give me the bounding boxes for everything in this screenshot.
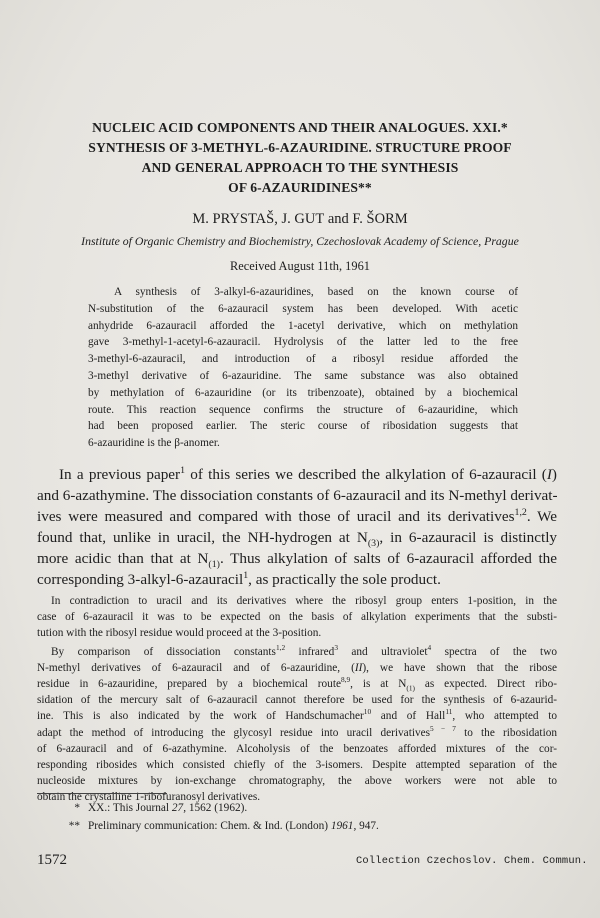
compound-label: II [354,661,363,674]
body-line [37,708,557,724]
journal-name: Collection Czechoslov. Chem. Commun. [356,855,588,867]
page-number: 1572 [37,852,67,868]
text-run: found that, unlike in uracil, the NH-hydrogen at N [37,529,368,546]
text-run: and ultraviolet [337,645,428,658]
footnote-divider [37,793,167,794]
title-line: OF 6-AZAURIDINES** [228,180,372,195]
author-surname: ORM [374,211,408,227]
body-line [37,660,557,676]
text-run: N-methyl derivatives of 6-azauracil and of 6-azauridine, ( [37,661,355,674]
text-run: , who attempted to [452,710,557,723]
article-title [40,118,560,198]
text-run: Preliminary communication: Chem. & Ind. (London) [88,820,331,832]
abstract-line: by methylation of 6-azauridine (or its tribenzoate), obtained by a biochemical [88,386,518,399]
body-line [37,644,557,660]
footnote [58,819,538,834]
text-run: and of Hall [371,710,446,723]
body-line: obtain the crystalline 1-ribofuranosyl derivatives. [37,791,261,804]
text-run: By comparison of dissociation constants [51,645,276,658]
citation-ref: 10 [363,707,372,717]
intro-line [37,464,557,485]
abstract-line: A synthesis of 3-alkyl-6-azauridines, based on the known course of [114,286,518,298]
abstract-line: 3-methyl-6-azauracil, and introduction of a ribosyl residue afforded the [88,353,518,366]
text-run: residue in 6-azauridine, prepared by a biochemical route [37,678,341,691]
text-run: ) [551,466,557,483]
citation-ref: 5 − 7 [430,723,456,733]
body-line: case of 6-azauracil it was to be expected on the basis of alkylation experiments that the substi- [37,611,557,624]
text-run: 1562 (1962). [186,802,248,814]
body-line: In contradiction to uracil and its derivatives where the ribosyl group enters 1-position, in the [51,595,557,607]
text-run: , as practically the sole product. [248,571,441,588]
year: 1961, [330,820,357,832]
title-line: SYNTHESIS OF 3-METHYL-6-AZAURIDINE. STRUCTURE PROOF [88,140,512,155]
intro-line [37,506,557,527]
body-line: nucleoside mixtures by ion-exchange chromatography, the above workers were not able to [37,775,557,788]
text-run: XX.: This Journal [88,802,172,814]
affiliation: Institute of Organic Chemistry and Biochemistry, Czechoslovak Academy of Science, Prague [81,234,519,248]
author-initial: J. G [281,211,305,227]
citation-ref: 1,2 [514,506,527,518]
text-run: , in 6-azauracil is distinctly [379,529,558,546]
citation-ref: 1 [243,569,249,581]
body-line: responding ribosides which consisted chiefly of the 3-isomers. Despite attempted separation of the [37,759,557,772]
citation-ref: 4 [427,642,432,652]
intro-paragraph [37,464,557,590]
text-run: , is at N [350,678,407,691]
text-run: adapt the method of introducing the glycosyl residue into uracil derivatives [37,726,431,739]
abstract [88,284,518,452]
footnote-mark: * [74,802,80,814]
text-run: 947. [356,820,379,832]
received-date: Received August 11th, 1961 [230,259,370,273]
compound-label: I [546,466,552,483]
body-line: of 6-azauracil and of 6-azathymine. Alcoholysis of the benzoates afforded mixtures of the cor- [37,742,557,755]
text-run: . Thus alkylation of salts of 6-azauracil afforded the [219,550,557,567]
footnote [58,801,538,816]
author-initial: M. P [192,211,221,227]
text-run: . We [526,508,557,525]
citation-ref: 3 [334,642,338,652]
abstract-line: 6-azauridine is the β-anomer. [88,437,220,450]
body-line: tution with the ribosyl residue would proceed at the 3-position. [37,627,322,640]
authors: M. PRYSTAŠ, J. GUT and F. ŠORM [192,211,408,227]
abstract-line: route. This reaction sequence confirms the structure of 6-azauridine, which [88,403,518,416]
abstract-line: gave 3-methyl-1-acetyl-6-azauracil. Hydrolysis of the latter led to the free [88,336,518,349]
text-run: to the ribosidation [455,726,557,739]
author-surname: RYSTAŠ [220,211,275,227]
text-run: corresponding 3-alkyl-6-azauracil [37,571,244,588]
body-paragraph [37,644,557,806]
abstract-line: N-substitution of the 6-azauracil system has been developed. With acetic [88,302,518,315]
text-run: as expected. Direct ribo- [414,678,557,691]
footnote-mark: ** [68,820,80,832]
subscript: (1) [208,559,220,571]
body-line [37,676,557,692]
text-run: ives were measured and compared with those of uracil and its derivatives [37,508,515,525]
author-initial: F. Š [352,211,375,227]
abstract-line: anhydride 6-azauracil afforded the 1-acetyl derivative, which on methylation [88,319,518,332]
volume: 27, [171,802,187,814]
subscript: (3) [367,538,380,550]
author-surname: UT [304,211,325,227]
text-run: more acidic than that at N [37,550,209,567]
text-run: ine. This is also indicated by the work of Handschumacher [37,710,364,723]
citation-ref: 1 [180,464,186,476]
text-run: ), we have shown that the ribose [362,661,557,674]
text-run: infrared [285,645,335,658]
citation-ref: 1,2 [275,642,286,652]
abstract-line: 3-methyl derivative of 6-azauridine. The same substance was also obtained [88,369,518,382]
citation-ref: 11 [445,707,453,717]
title-line: NUCLEIC ACID COMPONENTS AND THEIR ANALOGUES. XXI.* [92,120,508,135]
abstract-line: had been proposed earlier. The steric course of ribosidation suggests that [88,420,518,433]
text-run: spectra of the two [431,645,558,658]
subscript: (1) [406,683,415,693]
title-line: AND GENERAL APPROACH TO THE SYNTHESIS [141,160,459,175]
body-text [37,593,557,806]
text-run: In a previous paper [59,466,181,483]
intro-line [37,527,557,548]
citation-ref: 8,9 [340,675,351,685]
text-run: of this series we described the alkylation of 6-azauracil ( [185,466,547,483]
authors-conjunction: and [327,211,349,227]
intro-line [37,548,557,569]
body-line [37,725,557,741]
intro-line: and 6-azathymine. The dissociation constants of 6-azauracil and its N-methyl derivat- [37,487,558,504]
intro-line [37,569,557,590]
body-line: sidation of the mercury salt of 6-azauracil cannot therefore be used for the synthesis of 6-azaurid- [37,694,557,707]
